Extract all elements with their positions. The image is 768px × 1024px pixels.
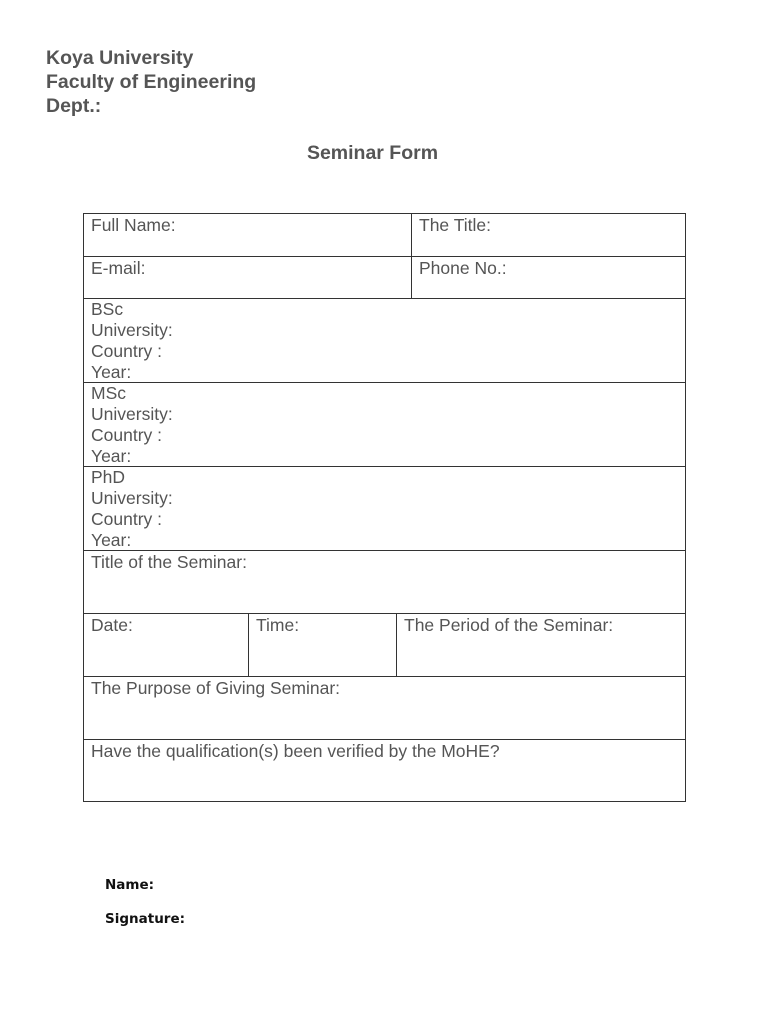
bsc-university-label: University:	[91, 320, 173, 340]
row-verified	[84, 740, 685, 802]
seminar-form-table	[83, 213, 686, 802]
phd-country-label: Country :	[91, 509, 162, 529]
phone-label: Phone No.:	[419, 258, 507, 278]
msc-country-label: Country :	[91, 425, 162, 445]
full-name-label: Full Name:	[91, 215, 176, 235]
phone-field[interactable]	[412, 257, 685, 298]
phd-degree-label: PhD	[91, 467, 126, 487]
row-purpose	[84, 677, 685, 740]
row-name-title	[84, 214, 685, 257]
bsc-country-label: Country :	[91, 341, 162, 361]
phd-field[interactable]	[84, 467, 685, 550]
signature-label: Signature:	[105, 911, 186, 927]
period-label: The Period of the Seminar:	[404, 615, 614, 635]
date-label: Date:	[91, 615, 133, 635]
row-seminar-title	[84, 551, 685, 614]
signer-name-label: Name:	[105, 877, 155, 893]
time-field[interactable]	[249, 614, 397, 676]
row-msc	[84, 383, 685, 467]
document-header	[46, 46, 256, 118]
phd-year-label: Year:	[91, 530, 132, 550]
seminar-title-field[interactable]	[84, 551, 685, 613]
verified-field[interactable]	[84, 740, 685, 802]
msc-year-label: Year:	[91, 446, 132, 466]
dept-label: Dept.:	[46, 95, 102, 117]
row-phd	[84, 467, 685, 551]
faculty-name: Faculty of Engineering	[46, 71, 257, 93]
bsc-year-label: Year:	[91, 362, 132, 382]
phd-university-label: University:	[91, 488, 173, 508]
bsc-field[interactable]	[84, 299, 685, 382]
date-field[interactable]	[84, 614, 249, 676]
full-name-field[interactable]	[84, 214, 412, 256]
purpose-label: The Purpose of Giving Seminar:	[91, 678, 341, 698]
period-field[interactable]	[397, 614, 685, 676]
email-label: E-mail:	[91, 258, 146, 278]
verified-label: Have the qualification(s) been verified by the MoHE?	[91, 741, 500, 761]
row-bsc	[84, 299, 685, 383]
row-date-time-period	[84, 614, 685, 677]
bsc-degree-label: BSc	[91, 299, 124, 319]
the-title-field[interactable]	[412, 214, 685, 256]
msc-degree-label: MSc	[91, 383, 126, 403]
time-label: Time:	[256, 615, 300, 635]
msc-field[interactable]	[84, 383, 685, 466]
purpose-field[interactable]	[84, 677, 685, 739]
the-title-label: The Title:	[419, 215, 491, 235]
form-title: Seminar Form	[306, 142, 439, 164]
seminar-title-label: Title of the Seminar:	[91, 552, 247, 572]
university-name: Koya University	[46, 47, 194, 69]
row-email-phone	[84, 257, 685, 299]
msc-university-label: University:	[91, 404, 173, 424]
email-field[interactable]	[84, 257, 412, 298]
